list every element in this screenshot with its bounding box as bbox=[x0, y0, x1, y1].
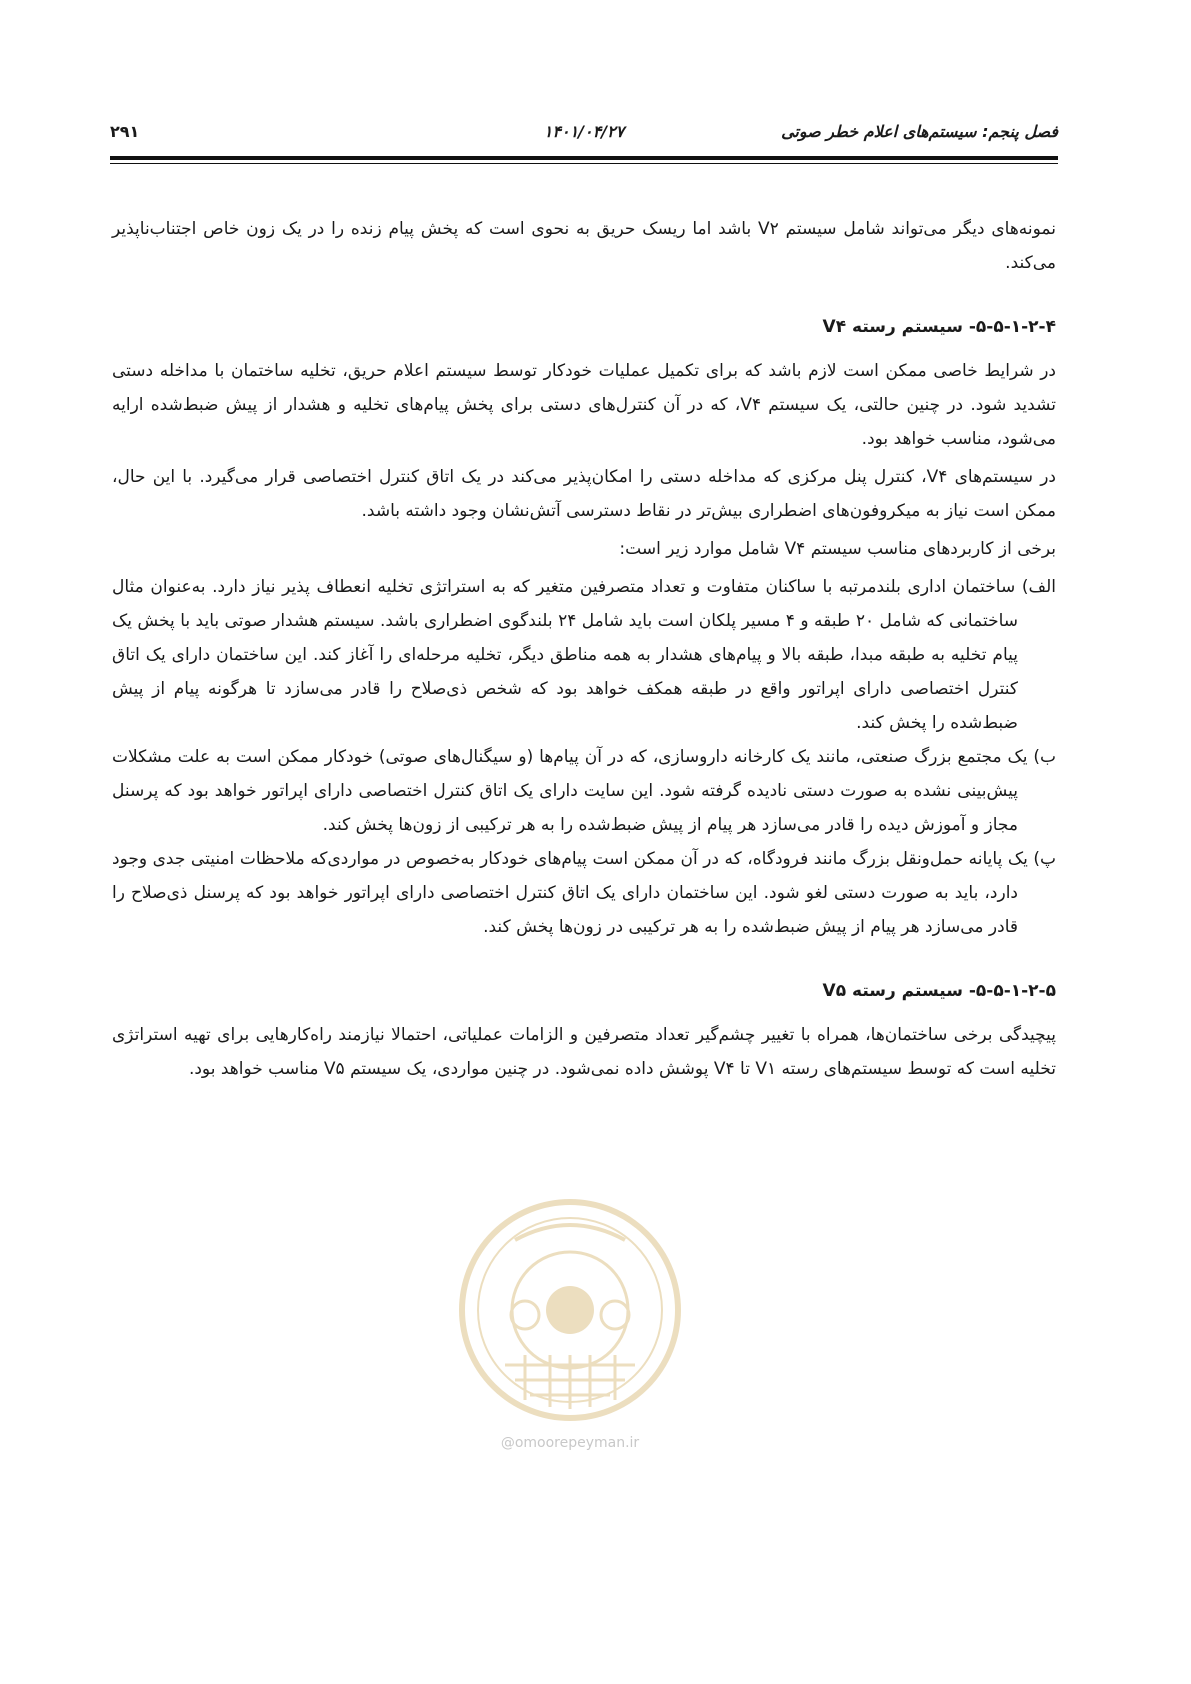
section-v4-paragraph-1: در شرایط خاصی ممکن است لازم باشد که برای تکمیل عملیات خودکار توسط سیستم اعلام حریق، تخلیه ساختمان با مداخله دستی تشدید شود. در چنین حالتی، یک سیستم V۴، که در آن کنترل‌های دستی برای پخش پیام‌های تخلیه و هشدار از پیش ضبط‌شده ارایه می‌شود، مناسب خواهد بود. bbox=[112, 361, 1056, 449]
applications-intro: برخی از کاربردهای مناسب سیستم V۴ شامل موارد زیر است: bbox=[619, 539, 1056, 559]
list-item-label: ب) bbox=[1033, 747, 1056, 767]
list-item-pe bbox=[112, 842, 1056, 944]
page-header bbox=[110, 122, 1058, 152]
page-number: ۲۹۱ bbox=[110, 122, 140, 141]
intro-paragraph: نمونه‌های دیگر می‌تواند شامل سیستم V۲ باشد اما ریسک حریق به نحوی است که پخش پیام زنده را در یک زون خاص اجتناب‌ناپذیر می‌کند. bbox=[112, 219, 1056, 273]
list-item-text: ساختمان اداری بلندمرتبه با ساکنان متفاوت و تعداد متصرفین متغیر که به استراتژی تخلیه انعطاف پذیر نیاز دارد. به‌عنوان مثال ساختمانی که شامل ۲۰ طبقه و ۴ مسیر پلکان است باید شامل ۲۴ بلندگوی اضطراری باشد. سیستم هشدار صوتی باید با پخش یک پیام تخلیه به طبقه مبدا، طبقه بالا و پیام‌های هشدار به همه مناطق دیگر، تخلیه مرحله‌ای را آغاز کند. این ساختمان دارای یک اتاق کنترل اختصاصی دارای اپراتور واقع در طبقه همکف خواهد بود که شخص ذی‌صلاح را قادر می‌سازد تا هرگونه پیام از پیش ضبط‌شده را پخش کند. bbox=[112, 577, 1019, 733]
watermark-seal-icon bbox=[455, 1195, 685, 1425]
list-item-text: یک مجتمع بزرگ صنعتی، مانند یک کارخانه داروسازی، که در آن پیام‌ها (و سیگنال‌های صوتی) خودکار ممکن است به علت مشکلات پیش‌بینی نشده به صورت دستی نادیده گرفته شود. این سایت دارای یک اتاق کنترل اختصاصی دارای اپراتور خواهد بود که پرسنل مجاز و آموزش دیده را قادر می‌سازد هر پیام از پیش ضبط‌شده را به هر ترکیبی از زون‌ها پخش کند. bbox=[112, 747, 1028, 835]
list-item-alef bbox=[112, 570, 1056, 740]
section-v5-heading: ۵-۵-۱-۲-۵- سیستم رسته V۵ bbox=[822, 981, 1056, 1001]
list-item-label: پ) bbox=[1033, 849, 1056, 869]
document-body bbox=[112, 212, 1056, 1090]
header-rule-thick bbox=[110, 156, 1058, 160]
header-date: ۱۴۰۱/۰۴/۲۷ bbox=[543, 122, 625, 141]
header-rule-thin bbox=[110, 163, 1058, 164]
section-v4-heading: ۵-۵-۱-۲-۴- سیستم رسته V۴ bbox=[822, 317, 1056, 337]
section-v5-paragraph-1: پیچیدگی برخی ساختمان‌ها، همراه با تغییر چشم‌گیر تعداد متصرفین و الزامات عملیاتی، احتمالا نیازمند راه‌کارهایی برای تهیه استراتژی تخلیه است که توسط سیستم‌های رسته V۱ تا V۴ پوشش داده نمی‌شود. در چنین مواردی، یک سیستم V۵ مناسب خواهد بود. bbox=[112, 1025, 1056, 1079]
watermark-site-text: @omoorepeyman.ir bbox=[500, 1435, 640, 1451]
list-item-text: یک پایانه حمل‌ونقل بزرگ مانند فرودگاه، که در آن ممکن است پیام‌های خودکار به‌خصوص در مواردی‌که ملاحظات امنیتی جدی وجود دارد، باید به صورت دستی لغو شود. این ساختمان دارای یک اتاق کنترل اختصاصی دارای اپراتور خواهد بود که پرسنل ذی‌صلاح را قادر می‌سازد هر پیام از پیش ضبط‌شده را به هر ترکیبی در زون‌ها پخش کند. bbox=[112, 849, 1028, 937]
list-item-be bbox=[112, 740, 1056, 842]
chapter-title: فصل پنجم: سیستم‌های اعلام خطر صوتی bbox=[781, 122, 1058, 141]
section-v4-paragraph-2: در سیستم‌های V۴، کنترل پنل مرکزی که مداخله دستی را امکان‌پذیر می‌کند در یک اتاق کنترل اختصاصی قرار می‌گیرد. با این حال، ممکن است نیاز به میکروفون‌های اضطراری بیش‌تر در نقاط دسترسی آتش‌نشان وجود داشته باشد. bbox=[112, 467, 1056, 521]
list-item-label: الف) bbox=[1021, 577, 1057, 597]
